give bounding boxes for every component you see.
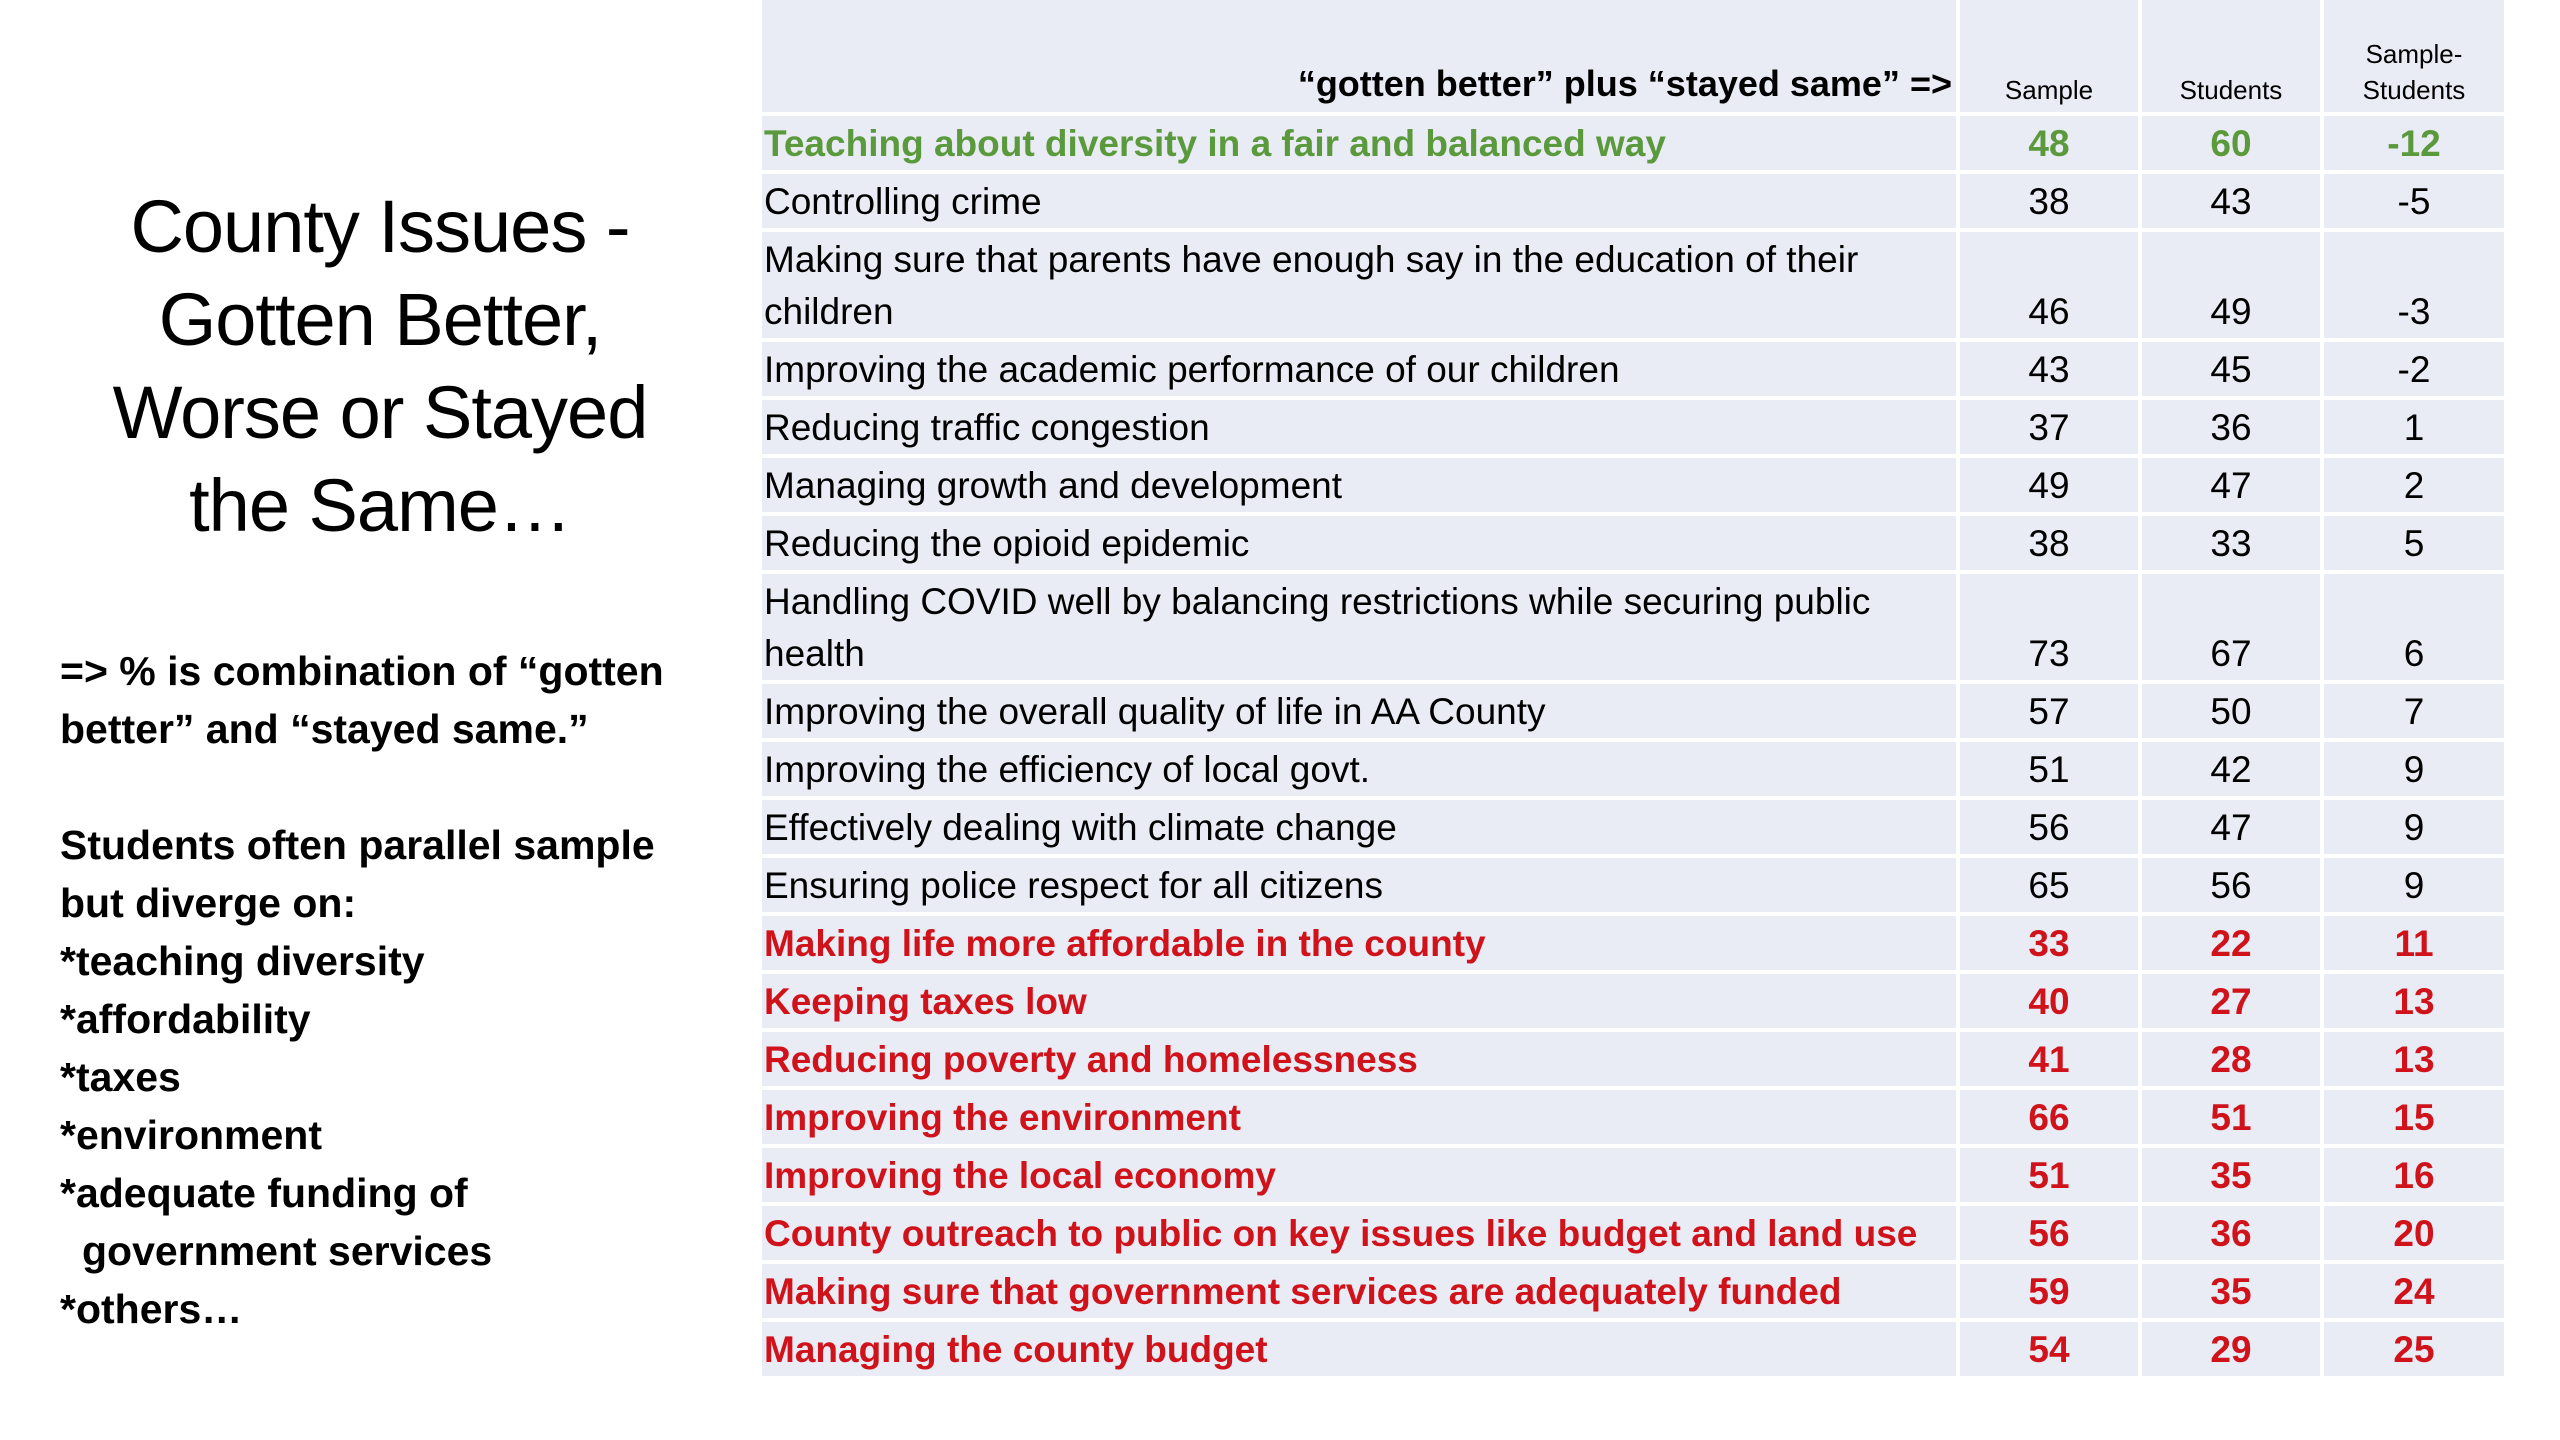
students-cell: 56 [2140,856,2322,914]
table-row [762,856,2504,914]
header-diff: Sample-Students [2322,0,2504,114]
bullet-item: government services [82,1228,493,1274]
sample-cell: 49 [1958,456,2140,514]
sample-cell: 41 [1958,1030,2140,1088]
students-cell: 27 [2140,972,2322,1030]
sample-cell: 56 [1958,798,2140,856]
table-row [762,1030,2504,1088]
diff-cell: 13 [2322,1030,2504,1088]
sample-cell: 43 [1958,340,2140,398]
diff-cell: 24 [2322,1262,2504,1320]
students-cell: 49 [2140,230,2322,340]
diff-cell: 9 [2322,740,2504,798]
bullet-item: *adequate funding of [60,1170,468,1216]
table-row [762,798,2504,856]
sample-cell: 37 [1958,398,2140,456]
bullet-item: *environment [60,1112,322,1158]
issue-cell: Making sure that parents have enough say in the education of their children [762,230,1958,340]
students-cell: 28 [2140,1030,2322,1088]
issue-cell: Keeping taxes low [762,972,1958,1030]
issue-cell: Improving the academic performance of our children [762,340,1958,398]
table-row [762,682,2504,740]
bullet-item: *others… [60,1286,243,1332]
header-sample: Sample [1958,0,2140,114]
students-cell: 35 [2140,1146,2322,1204]
table-header-row [762,0,2504,114]
sample-cell: 57 [1958,682,2140,740]
sample-cell: 66 [1958,1088,2140,1146]
students-cell: 47 [2140,456,2322,514]
left-panel [60,180,700,1338]
table-row [762,114,2504,172]
sample-cell: 73 [1958,572,2140,682]
issue-cell: Improving the local economy [762,1146,1958,1204]
students-cell: 22 [2140,914,2322,972]
students-cell: 47 [2140,798,2322,856]
issue-cell: County outreach to public on key issues like budget and land use [762,1204,1958,1262]
table-row [762,456,2504,514]
note-combination: => % is combination of “gotten better” and “stayed same.” [60,648,664,752]
issue-cell: Managing the county budget [762,1320,1958,1378]
diff-cell: -3 [2322,230,2504,340]
sample-cell: 65 [1958,856,2140,914]
table-row [762,1320,2504,1378]
bullet-item: *taxes [60,1054,181,1100]
issue-cell: Making life more affordable in the county [762,914,1958,972]
students-cell: 36 [2140,398,2322,456]
issue-cell: Improving the environment [762,1088,1958,1146]
issue-cell: Managing growth and development [762,456,1958,514]
diff-cell: -12 [2322,114,2504,172]
diff-cell: 11 [2322,914,2504,972]
header-students: Students [2140,0,2322,114]
diff-cell: 2 [2322,456,2504,514]
table-row [762,740,2504,798]
notes [60,642,700,1338]
students-cell: 50 [2140,682,2322,740]
diff-cell: 25 [2322,1320,2504,1378]
diff-cell: 13 [2322,972,2504,1030]
sample-cell: 38 [1958,514,2140,572]
diff-cell: 16 [2322,1146,2504,1204]
students-cell: 35 [2140,1262,2322,1320]
diff-cell: 5 [2322,514,2504,572]
students-cell: 43 [2140,172,2322,230]
students-cell: 36 [2140,1204,2322,1262]
issue-cell: Reducing the opioid epidemic [762,514,1958,572]
issue-cell: Ensuring police respect for all citizens [762,856,1958,914]
bullet-item: *teaching diversity [60,938,425,984]
diff-cell: 9 [2322,856,2504,914]
students-cell: 60 [2140,114,2322,172]
diff-cell: 1 [2322,398,2504,456]
diff-cell: 6 [2322,572,2504,682]
table-row [762,1146,2504,1204]
issue-cell: Improving the efficiency of local govt. [762,740,1958,798]
issue-cell: Effectively dealing with climate change [762,798,1958,856]
students-cell: 51 [2140,1088,2322,1146]
students-cell: 45 [2140,340,2322,398]
sample-cell: 38 [1958,172,2140,230]
table-row [762,572,2504,682]
issues-table [762,0,2504,1380]
issue-cell: Handling COVID well by balancing restrictions while securing public health [762,572,1958,682]
note-diverge: Students often parallel sample but diverge on: [60,822,655,926]
table-row [762,972,2504,1030]
issues-table-wrap [762,0,2504,1380]
students-cell: 29 [2140,1320,2322,1378]
students-cell: 33 [2140,514,2322,572]
table-row [762,172,2504,230]
issue-cell: Controlling crime [762,172,1958,230]
slide-title: County Issues - Gotten Better, Worse or Stayed the Same… [112,185,648,547]
issue-cell: Making sure that government services are adequately funded [762,1262,1958,1320]
sample-cell: 59 [1958,1262,2140,1320]
students-cell: 42 [2140,740,2322,798]
table-row [762,914,2504,972]
issue-cell: Reducing poverty and homelessness [762,1030,1958,1088]
sample-cell: 40 [1958,972,2140,1030]
sample-cell: 51 [1958,1146,2140,1204]
table-row [762,1204,2504,1262]
diff-cell: 7 [2322,682,2504,740]
table-row [762,1262,2504,1320]
table-body [762,114,2504,1378]
table-row [762,340,2504,398]
bullet-item: *affordability [60,996,311,1042]
sample-cell: 56 [1958,1204,2140,1262]
table-row [762,398,2504,456]
sample-cell: 33 [1958,914,2140,972]
diff-cell: -2 [2322,340,2504,398]
sample-cell: 46 [1958,230,2140,340]
issue-cell: Teaching about diversity in a fair and balanced way [762,114,1958,172]
table-row [762,514,2504,572]
diff-cell: 20 [2322,1204,2504,1262]
issue-cell: Reducing traffic congestion [762,398,1958,456]
issue-cell: Improving the overall quality of life in AA County [762,682,1958,740]
header-label: “gotten better” plus “stayed same” => [762,0,1958,114]
diff-cell: 15 [2322,1088,2504,1146]
table-row [762,1088,2504,1146]
sample-cell: 51 [1958,740,2140,798]
sample-cell: 54 [1958,1320,2140,1378]
table-row [762,230,2504,340]
diff-cell: -5 [2322,172,2504,230]
students-cell: 67 [2140,572,2322,682]
diff-cell: 9 [2322,798,2504,856]
sample-cell: 48 [1958,114,2140,172]
